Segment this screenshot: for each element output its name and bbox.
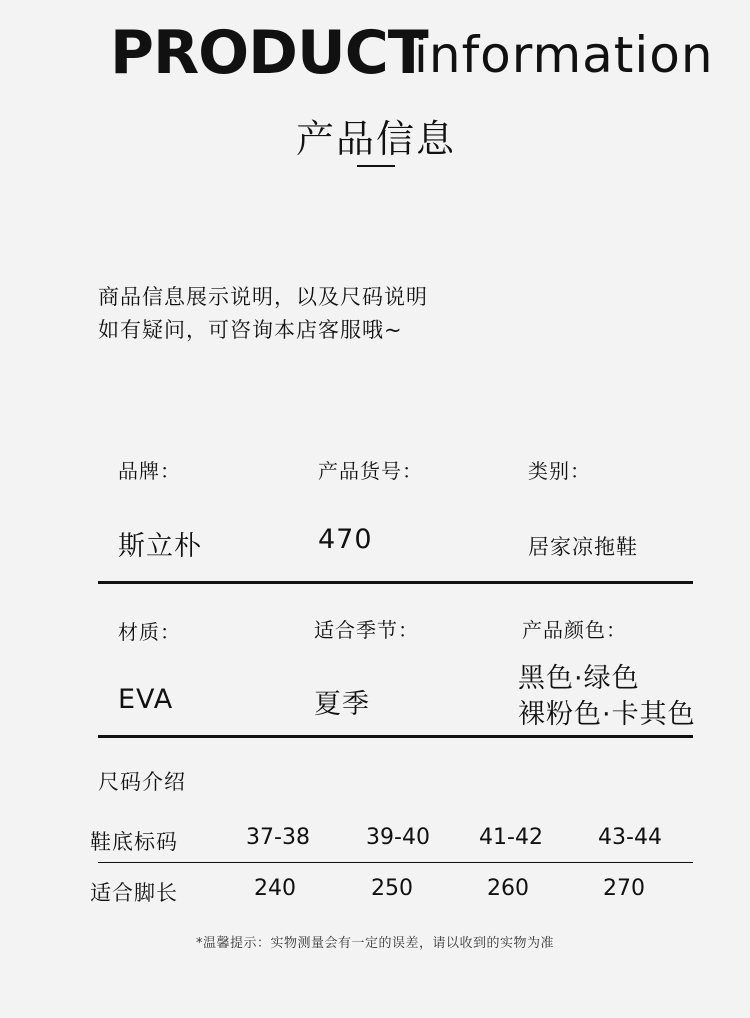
color-label: 产品颜色：	[522, 618, 627, 642]
product-code-label: 产品货号：	[318, 459, 423, 483]
measurement-tip: *温馨提示：实物测量会有一定的误差，请以收到的实物为准	[195, 936, 554, 951]
material-value: EVA	[118, 684, 174, 715]
category-label: 类别：	[528, 459, 591, 483]
category-value: 居家凉拖鞋	[528, 535, 638, 559]
brand-value: 斯立朴	[118, 531, 202, 562]
foot-length-label: 适合脚长	[90, 881, 178, 905]
title-chinese: 产品信息	[296, 117, 457, 161]
foot-length-cell: 240	[254, 876, 296, 901]
season-label: 适合季节：	[314, 618, 419, 642]
brand-label: 品牌：	[118, 459, 181, 483]
spec-divider-2	[98, 735, 693, 738]
color-value-line-2: 裸粉色·卡其色	[518, 699, 696, 730]
sole-size-cell: 43-44	[598, 825, 662, 850]
foot-length-cell: 270	[603, 876, 645, 901]
foot-length-cell: 250	[371, 876, 413, 901]
foot-length-cell: 260	[487, 876, 529, 901]
intro-line-2: 如有疑问，可咨询本店客服哦~	[98, 318, 403, 342]
color-value-line-1: 黑色·绿色	[518, 663, 640, 694]
title-divider	[357, 165, 395, 167]
sole-size-label: 鞋底标码	[90, 830, 178, 854]
season-value: 夏季	[314, 689, 370, 720]
intro-line-1: 商品信息展示说明，以及尺码说明	[98, 285, 428, 309]
product-code-value: 470	[318, 524, 373, 555]
size-chart-divider	[98, 862, 693, 863]
title-product: PRODUCT	[110, 18, 428, 88]
material-label: 材质：	[118, 620, 181, 644]
sole-size-cell: 41-42	[479, 825, 543, 850]
size-chart-title: 尺码介绍	[98, 770, 186, 794]
title-information: information	[414, 26, 714, 84]
spec-divider-1	[98, 581, 693, 584]
sole-size-cell: 39-40	[366, 825, 430, 850]
sole-size-cell: 37-38	[246, 825, 310, 850]
